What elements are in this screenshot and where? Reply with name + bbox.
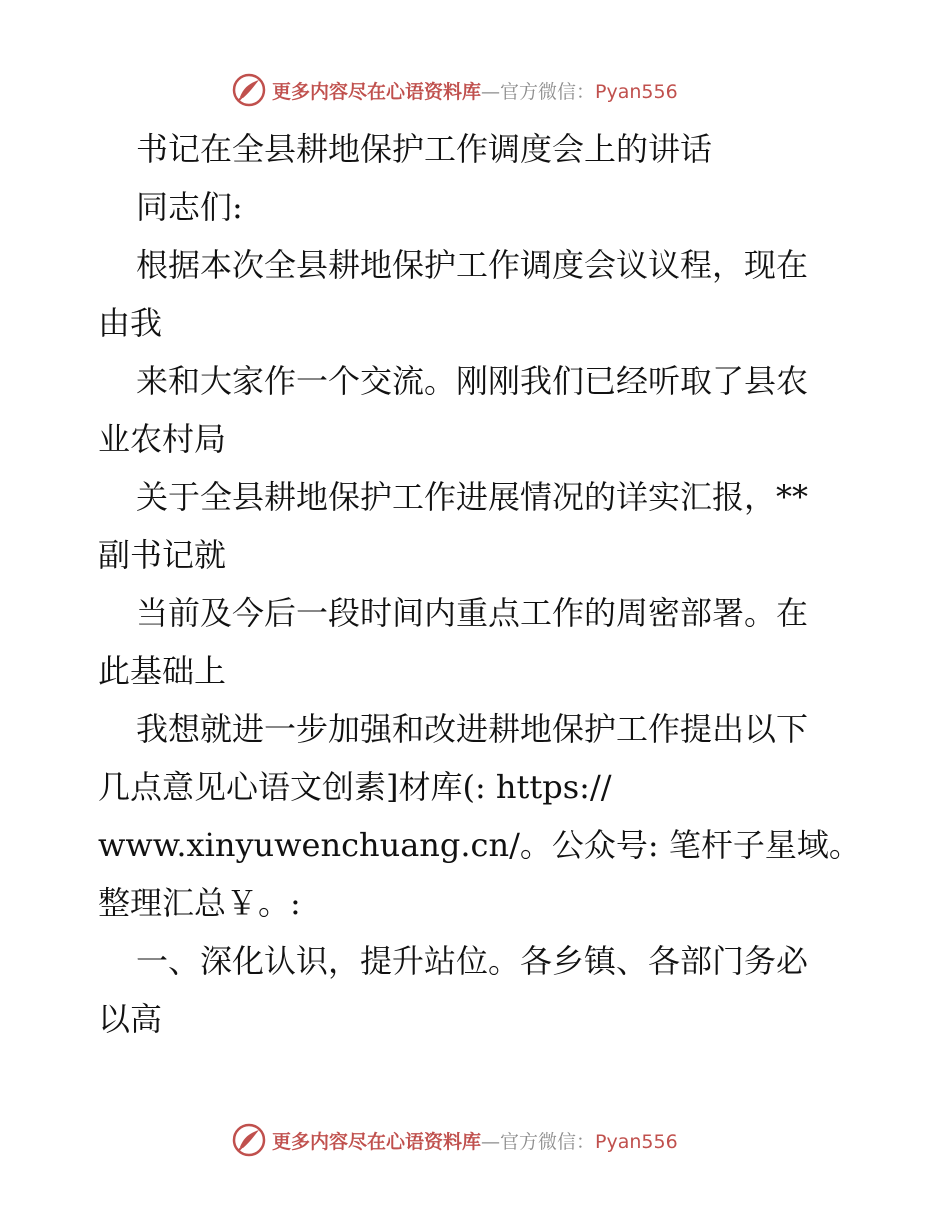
body-line: 由我 [98, 304, 163, 342]
section-heading-line: 一、深化认识，提升站位。各乡镇、各部门务必 [136, 942, 809, 980]
body-line: 根据本次全县耕地保护工作调度会议议程，现在 [136, 246, 809, 284]
body-line: 几点意见心语文创素]材库(: https:// [98, 768, 612, 806]
banner-handle: Pyan556 [595, 1130, 678, 1153]
salutation: 同志们: [136, 188, 243, 226]
body-line: 此基础上 [98, 652, 227, 690]
document-title: 书记在全县耕地保护工作调度会上的讲话 [136, 130, 713, 168]
banner-wechat-label: 官方微信： [500, 1130, 596, 1153]
banner-wechat-label: 官方微信： [500, 80, 596, 103]
banner-dash: — [481, 1130, 501, 1153]
quill-logo-icon [232, 73, 266, 107]
body-line: 来和大家作一个交流。刚刚我们已经听取了县农 [136, 362, 809, 400]
banner-text [272, 1127, 678, 1154]
footer-banner [232, 1120, 732, 1160]
banner-handle: Pyan556 [595, 80, 678, 103]
banner-text [272, 77, 678, 104]
header-banner [232, 70, 732, 110]
body-line: www.xinyuwenchuang.cn/。公众号: 笔杆子星域。 [98, 826, 861, 864]
banner-main-text: 更多内容尽在心语资料库 [272, 1130, 482, 1153]
body-line: 副书记就 [98, 536, 227, 574]
body-line: 关于全县耕地保护工作进展情况的详实汇报，** [136, 478, 809, 516]
quill-logo-icon [232, 1123, 266, 1157]
body-line: 以高 [98, 1000, 163, 1038]
body-line: 我想就进一步加强和改进耕地保护工作提出以下 [136, 710, 809, 748]
banner-dash: — [481, 80, 501, 103]
body-line: 业农村局 [98, 420, 227, 458]
banner-main-text: 更多内容尽在心语资料库 [272, 80, 482, 103]
body-line: 当前及今后一段时间内重点工作的周密部署。在 [136, 594, 809, 632]
document-body [98, 120, 861, 1048]
body-line: 整理汇总￥。: [98, 884, 301, 922]
